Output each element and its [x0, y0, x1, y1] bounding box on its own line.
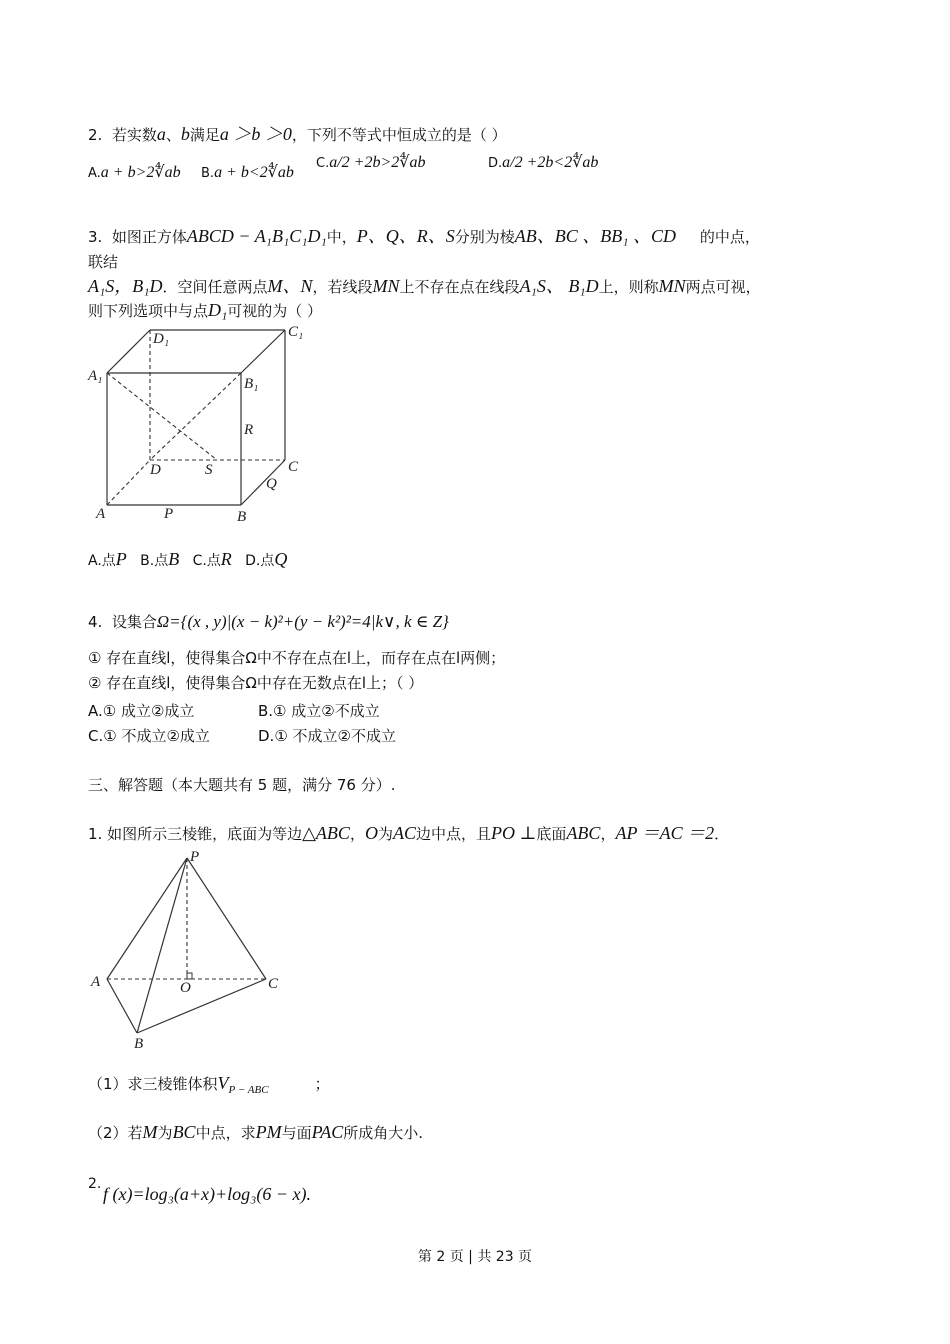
p2-expression: f (x)=log₃(a+x)+log₃(6 − x). — [103, 1184, 312, 1204]
label-o: O — [180, 980, 191, 996]
q3-option-b[interactable]: B.点B — [140, 549, 180, 569]
label-p: P — [164, 506, 174, 522]
label-d1: D₁ — [153, 331, 170, 347]
q3-option-c[interactable]: C.点R — [192, 549, 232, 569]
label-c-vertex: C — [268, 976, 279, 992]
label-a: A — [96, 506, 106, 522]
section-3-heading: 三、解答题（本大题共有 5 题，满分 76 分）. — [88, 776, 396, 794]
q3-option-a[interactable]: A.点P — [88, 549, 127, 569]
q3-options — [88, 549, 287, 571]
label-b: B — [237, 509, 247, 525]
q2-stem: 2. 若实数a、b满足a ＞b ＞0，下列不等式中恒成立的是（ ） — [88, 124, 507, 144]
label-c1: C₁ — [288, 324, 304, 340]
q3-line3: A₁S，B₁D．空间任意两点M、N，若线段MN上不存在点在线段A₁S、 B₁D上，则称MN两点可视， — [88, 276, 761, 296]
label-q: Q — [266, 476, 277, 492]
p1-subquestion-1: （1）求三棱锥体积$V_{P - ABC}$ ； — [88, 1073, 330, 1096]
p1-subquestion-2: （2）若M为BC中点，求PM与面PAC所成角大小. — [88, 1122, 424, 1142]
q4-option-a[interactable]: A.① 成立②成立 — [88, 702, 195, 720]
q4-option-b[interactable]: B.① 成立②不成立 — [258, 702, 380, 720]
q2-option-a[interactable]: A.a + b>2∜ab — [88, 164, 181, 181]
page-footer: 第 2 页 | 共 23 页 — [417, 1249, 533, 1265]
label-r: R — [244, 422, 254, 438]
label-b1: B₁ — [244, 376, 259, 392]
q3-option-d[interactable]: D.点Q — [245, 549, 288, 569]
label-d: D — [150, 462, 161, 478]
label-b-vertex: B — [134, 1036, 144, 1052]
q2-option-c[interactable]: C.a/2 +2b>2∜ab — [316, 154, 426, 171]
q3-line4: 则下列选项中与点D₁可视的为（ ） — [88, 300, 323, 320]
q4-statement-1: ① 存在直线l，使得集合Ω中不存在点在l上，而存在点在l两侧； — [88, 649, 506, 667]
q2-option-d[interactable]: D.a/2 +2b<2∜ab — [488, 154, 599, 171]
p2-number: 2. — [88, 1176, 102, 1192]
label-s: S — [205, 462, 213, 478]
pyramid-figure — [84, 846, 294, 1056]
label-a1: A₁ — [88, 368, 103, 384]
q2-option-b[interactable]: B.a + b<2∜ab — [201, 164, 294, 181]
label-c: C — [288, 459, 299, 475]
cube-figure — [84, 318, 314, 530]
label-p-apex: P — [190, 849, 200, 865]
q4-statement-2: ② 存在直线l，使得集合Ω中存在无数点在l上；（ ） — [88, 674, 424, 692]
label-a-vertex: A — [91, 974, 101, 990]
q3-line2: 联结 — [88, 253, 119, 271]
q3-line1: 3. 如图正方体ABCD − A₁B₁C₁D₁中，P、Q、R、S分别为棱AB、BC 、BB₁ 、CD 的中点， — [88, 226, 760, 246]
q4-option-c[interactable]: C.① 不成立②成立 — [88, 727, 210, 745]
p1-stem: 1. 如图所示三棱锥，底面为等边△ABC，O为AC边中点，且PO ⊥底面ABC，AP ＝AC ＝2． — [88, 823, 730, 843]
q4-stem: 4. 设集合Ω={(x , y)|(x − k)²+(y − k²)²=4|k∨, k ∈ Z} — [88, 612, 449, 631]
q4-option-d[interactable]: D.① 不成立②不成立 — [258, 727, 396, 745]
